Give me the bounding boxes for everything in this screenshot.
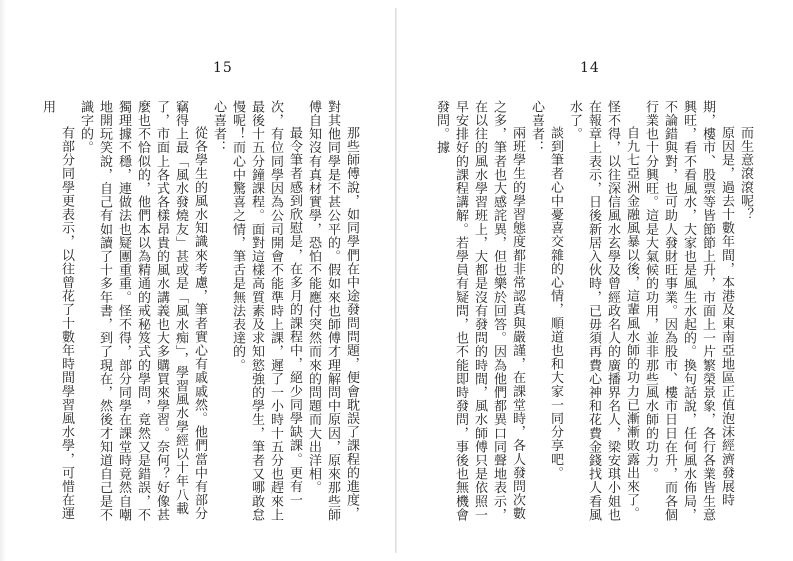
right-page [397, 0, 793, 561]
paragraph: 最令筆者感到欣慰是，在多月的課程中，絕少同學缺課。更有一次，有位同學因為公司開會不能準時上課，遲了一小時十五分也趕來上最後十五分鐘課程。面對這樣高質素及求知慾強的學生，筆者又哪敢怠慢呢！而心中驚喜之情，筆舌是無法表達的。 [230, 100, 302, 522]
section-heading: 心喜者： [211, 100, 226, 155]
section-heading: 心喜者： [529, 100, 544, 155]
paragraph: 兩班學生的學習態度都非常認真與嚴謹，在課堂時，各人發問次數之多，筆者也大感詫異，但也樂於回答。因為他們都異口同聲地表示，在以往的風水學習班上，大都是沒有發問的時間，風水師傅只是依照一早安排好的課程講解。若學員有疑問，也不能即時發問，事後也無機會發問。據 [434, 100, 525, 522]
paragraph: 原因是，過去十數年間，本港及東南亞地區正值泡沫經濟發展時期，樓市、股票等皆節節上升，市面上一片繁榮景象，各行各業皆生意興旺，看不看風水，大家也是風生水起的。換句話說，任何風水佈局，不論錯與對，也可助人發財旺事業。因為股市、樓市日日在升，而各個行業也十分興旺。這是大氣候的功用，並非那些風水師的功力。 [643, 100, 734, 522]
paragraph: 自九七亞洲金融風暴以後，這輩風水師的功力已漸漸敗露出來了。怪不得，以往深信風水玄學及曾經政名人的廣播界名人，梁安琪小姐也在報章上表示，日後新居入伙時，已毋須再費心神和花費金錢找人看風水了。 [567, 100, 639, 522]
page-number: 15 [213, 60, 233, 76]
left-page [0, 0, 396, 561]
paragraph: 談到筆者心中憂喜交雜的心情，順道也和大家一同分享吧。 [548, 126, 563, 480]
paragraph: 那些師傅說，如同學們在中途發問問題，便會耽誤了課程的進度，對其他同學是不甚公平的。假如來也師傅才理解問中原因，原來那些師傅自知沒有真材實學，恐怕不能應付突然而來的問題而大出洋相。 [306, 100, 359, 522]
paragraph: 而生意滾滾呢？ [738, 126, 753, 222]
paragraph: 有部分同學更表示，以往曾花了十數年時間學習風水學，可惜在運用 [40, 100, 74, 521]
paragraph: 從各學生的風水知識來考慮，筆者實心有戚戚然。他們當中有部分竊得上最「風水發燒友」甚或是「風水痴」，學習風水學經以十年八載了，市面上各式各樣昂貴的風水講義也大多購買來學習。奈何？好像甚麼也不恰似的，他們本以為精通的戒秘笈式的學問，竟然又是錯誤，不獨理據不穩，連做法也疑團重重。怪不得，部分同學在課堂時竟然自嘲地開玩笑說，自己有如讀了十多年書，到了現在，然後才知道自己是不識字的。 [78, 100, 207, 522]
vertical-text-block [434, 100, 755, 530]
vertical-text-block [40, 100, 361, 530]
page-number: 14 [580, 60, 600, 76]
page-edge-shadow [0, 0, 6, 561]
